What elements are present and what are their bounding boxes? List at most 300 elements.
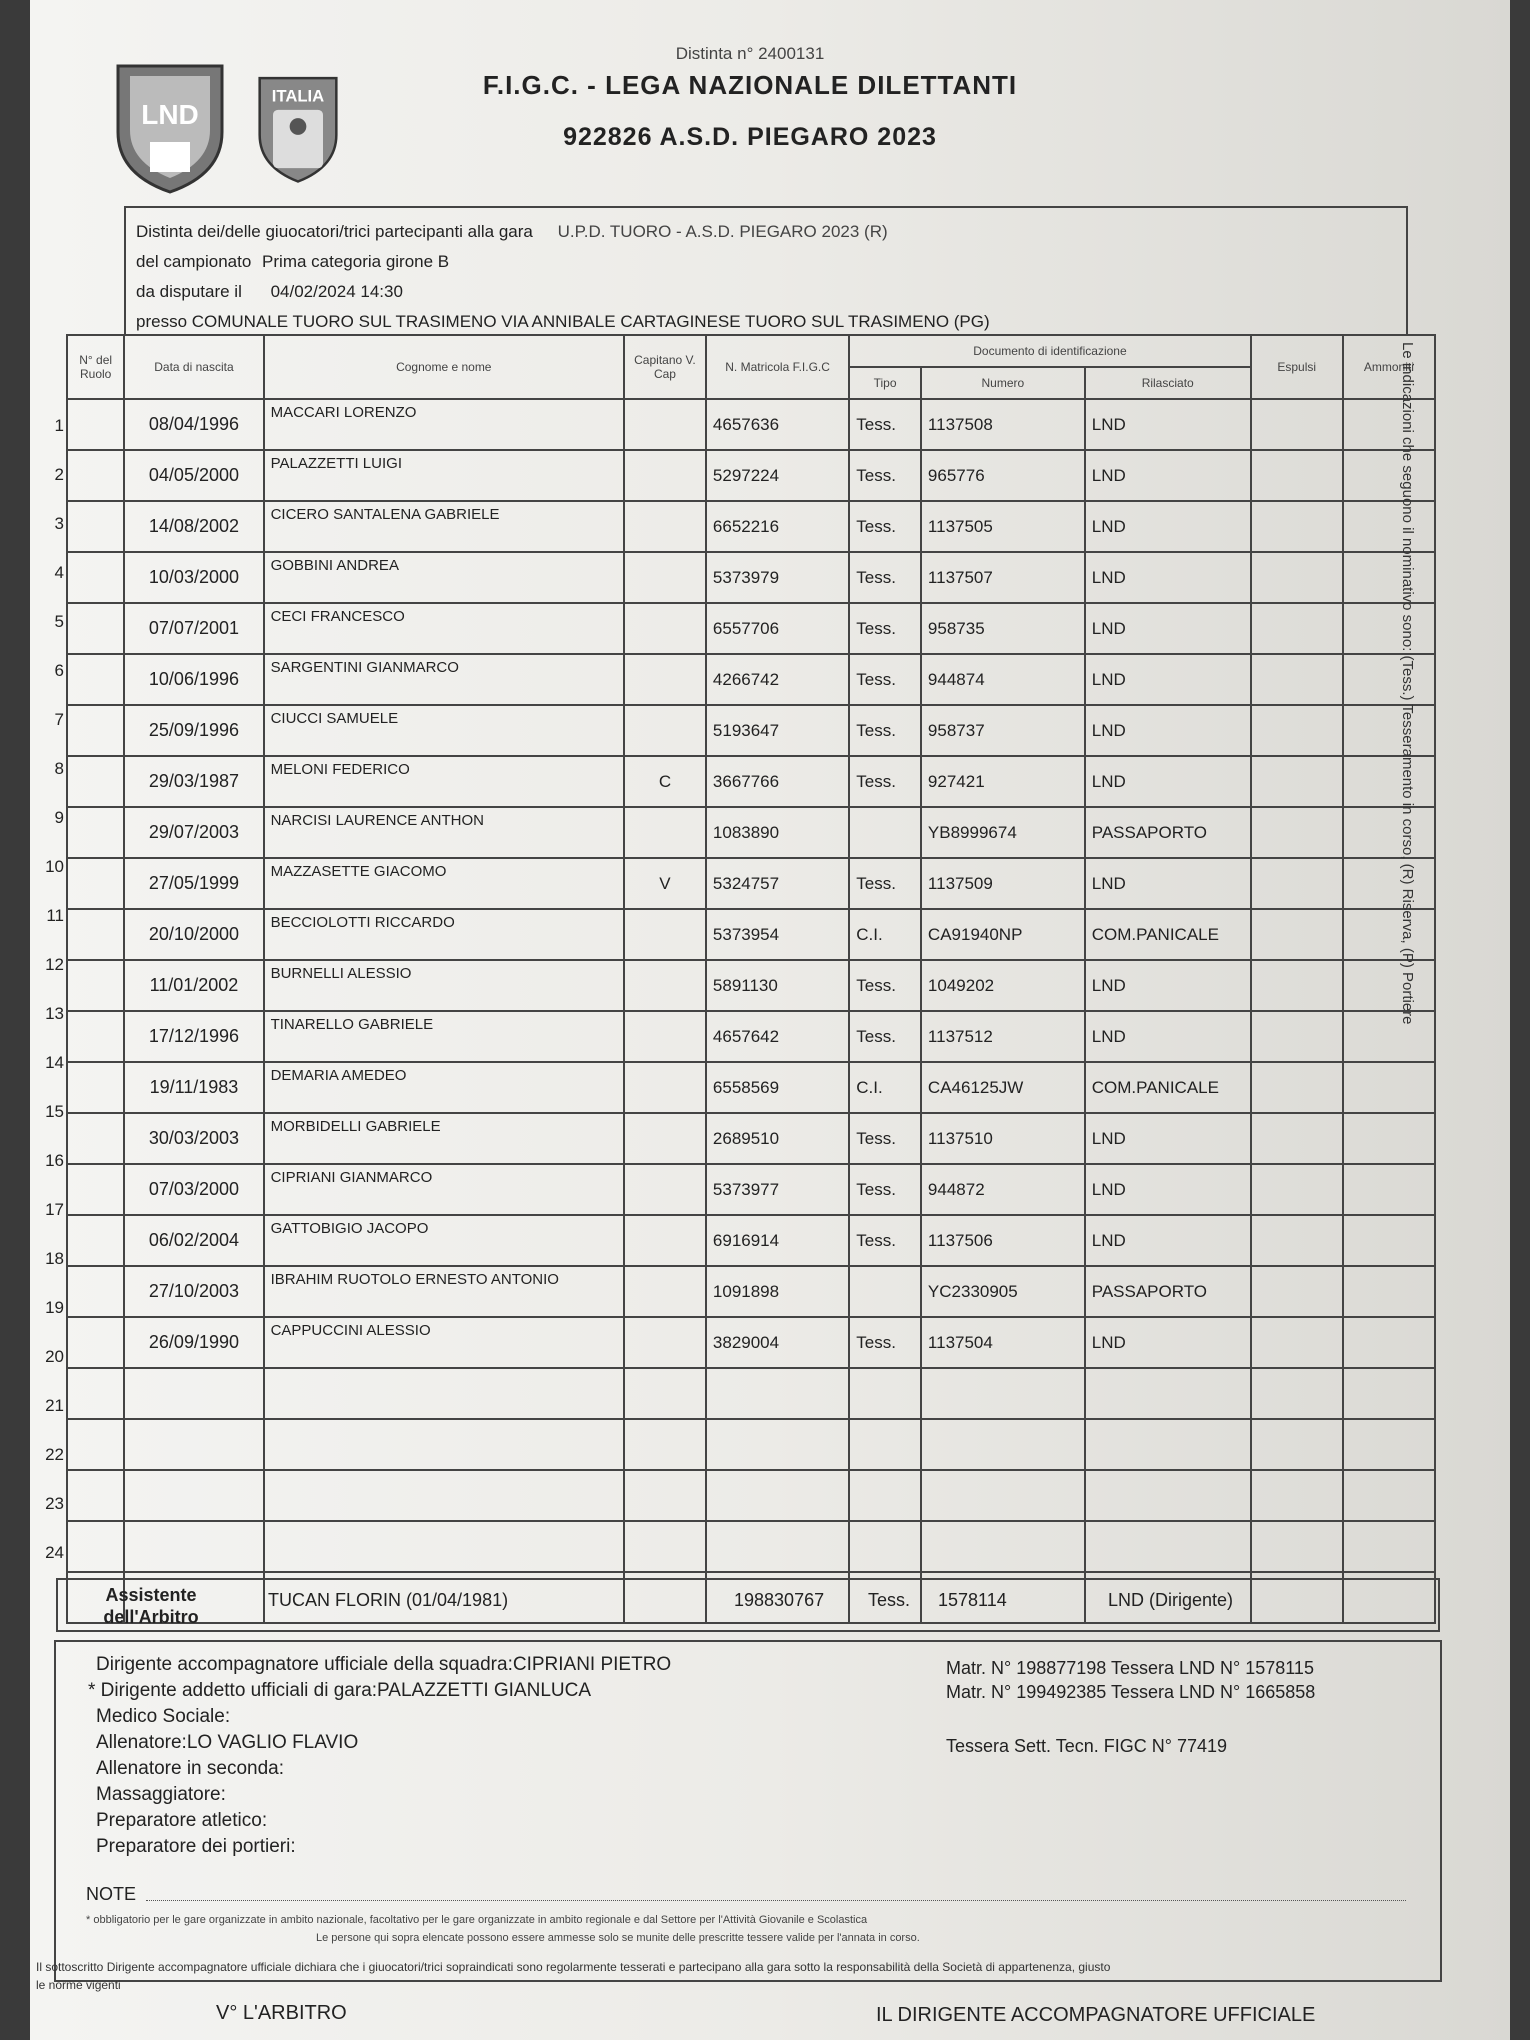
col-doc: Documento di identificazione [849, 335, 1250, 367]
row-number: 2 [54, 465, 64, 484]
cell-cap [624, 1266, 706, 1317]
row-number: 1 [54, 416, 64, 435]
col-nome: Cognome e nome [264, 335, 624, 399]
table-row [67, 1062, 1435, 1113]
assist-matr: 198830767 [734, 1590, 825, 1610]
cell-ril: PASSAPORTO [1085, 807, 1251, 858]
cell-date [124, 1419, 263, 1470]
cell-date: 29/03/1987 [124, 756, 263, 807]
cell-matr: 4657636 [706, 399, 849, 450]
assist-name: TUCAN FLORIN (01/04/1981) [268, 1590, 509, 1610]
table-row [67, 960, 1435, 1011]
cell-cap [624, 1521, 706, 1572]
table-header [67, 335, 1435, 367]
cell-matr: 5373977 [706, 1164, 849, 1215]
assist-num: 1578114 [938, 1590, 1007, 1610]
table-row [67, 1164, 1435, 1215]
cell-ruolo [67, 399, 124, 450]
table-row [67, 450, 1435, 501]
cell-num: 1137507 [921, 552, 1085, 603]
cell-num [921, 1470, 1085, 1521]
staff-dirigente: Dirigente accompagnatore ufficiale della squadra:CIPRIANI PIETRO [96, 1654, 672, 1675]
table-row [67, 858, 1435, 909]
cell-ruolo [67, 450, 124, 501]
col-ammoniti: Ammoniti [1343, 335, 1435, 399]
table-row [67, 552, 1435, 603]
cell-ril [1085, 1521, 1251, 1572]
cell-matr: 6652216 [706, 501, 849, 552]
col-ruolo: N° del Ruolo [67, 335, 124, 399]
cell-name: GATTOBIGIO JACOPO [264, 1215, 624, 1266]
cell-ril [1085, 1419, 1251, 1470]
cell-ammoniti [1343, 399, 1435, 450]
italia-logo-text: ITALIA [271, 86, 325, 106]
cell-ruolo [67, 1470, 124, 1521]
cell-cap [624, 1215, 706, 1266]
cell-ril: LND [1085, 450, 1251, 501]
cell-ril: LND [1085, 1317, 1251, 1368]
cell-cap [624, 1419, 706, 1470]
cell-date: 10/06/1996 [124, 654, 263, 705]
cell-tipo [849, 1266, 921, 1317]
cell-num: 927421 [921, 756, 1085, 807]
staff-atletico: Preparatore atletico: [96, 1810, 268, 1831]
cell-num: YB8999674 [921, 807, 1085, 858]
cell-tipo [849, 1470, 921, 1521]
distinta-number: Distinta n° 2400131 [675, 44, 825, 63]
cell-date: 11/01/2002 [124, 960, 263, 1011]
assistant-referee-row [56, 1578, 1440, 1632]
note-line [146, 1900, 1406, 1901]
cell-num [921, 1419, 1085, 1470]
cell-name [264, 1521, 624, 1572]
cell-name [264, 1419, 624, 1470]
cell-ammoniti [1343, 1266, 1435, 1317]
cell-ril: COM.PANICALE [1085, 1062, 1251, 1113]
col-tipo: Tipo [849, 367, 921, 399]
row-number: 16 [45, 1151, 64, 1170]
cell-tipo [849, 807, 921, 858]
row-number: 14 [45, 1053, 64, 1072]
table-row [67, 1470, 1435, 1521]
cell-matr: 3667766 [706, 756, 849, 807]
logos [110, 62, 348, 196]
cell-num: 1137504 [921, 1317, 1085, 1368]
cell-cap [624, 552, 706, 603]
cell-ammoniti [1343, 450, 1435, 501]
cell-ruolo [67, 654, 124, 705]
cell-ruolo [67, 1419, 124, 1470]
col-nascita: Data di nascita [124, 335, 263, 399]
cell-matr: 1091898 [706, 1266, 849, 1317]
cell-date: 08/04/1996 [124, 399, 263, 450]
cell-name: PALAZZETTI LUIGI [264, 450, 624, 501]
table-row [67, 1011, 1435, 1062]
cell-tipo: Tess. [849, 654, 921, 705]
referee-signature-label: V° L'ARBITRO [216, 2002, 347, 2024]
italia-logo [248, 62, 348, 196]
cell-ruolo [67, 1011, 124, 1062]
cell-ruolo [67, 1215, 124, 1266]
staff-massaggiatore: Massaggiatore: [96, 1784, 226, 1805]
cell-ruolo [67, 909, 124, 960]
cell-espulsi [1251, 552, 1343, 603]
cell-espulsi [1251, 1113, 1343, 1164]
cell-date: 14/08/2002 [124, 501, 263, 552]
row-number: 7 [54, 710, 64, 729]
cell-ammoniti [1343, 909, 1435, 960]
cell-name: CICERO SANTALENA GABRIELE [264, 501, 624, 552]
cell-num: 965776 [921, 450, 1085, 501]
cell-matr: 3829004 [706, 1317, 849, 1368]
cell-ammoniti [1343, 1521, 1435, 1572]
cell-ammoniti [1343, 705, 1435, 756]
cell-espulsi [1251, 1470, 1343, 1521]
cell-ammoniti [1343, 552, 1435, 603]
cell-ruolo [67, 858, 124, 909]
cell-ammoniti [1343, 807, 1435, 858]
table-row [67, 1419, 1435, 1470]
cell-espulsi [1251, 858, 1343, 909]
cell-cap [624, 909, 706, 960]
cell-espulsi [1251, 705, 1343, 756]
cell-num: YC2330905 [921, 1266, 1085, 1317]
cell-cap: C [624, 756, 706, 807]
cell-matr: 5373954 [706, 909, 849, 960]
cell-ruolo [67, 603, 124, 654]
cell-ruolo [67, 1266, 124, 1317]
col-rilascio: Rilasciato [1085, 367, 1251, 399]
cell-ruolo [67, 1113, 124, 1164]
info-line-1: Distinta dei/delle giuocatori/trici partecipanti alla gara U.P.D. TUORO - A.S.D. PIEGARO 2023 (R) [136, 222, 888, 241]
cell-ruolo [67, 552, 124, 603]
cell-date: 07/07/2001 [124, 603, 263, 654]
cell-tipo: Tess. [849, 450, 921, 501]
cell-espulsi [1251, 1419, 1343, 1470]
cell-num: CA46125JW [921, 1062, 1085, 1113]
cell-ammoniti [1343, 603, 1435, 654]
declaration-1: Il sottoscritto Dirigente accompagnatore ufficiale dichiara che i giuocatori/trici sopraindicati sono regolarmente tesserati e partecipano alla gara sotto la responsabilità della Società di appartenenza, giusto [36, 1960, 1111, 1974]
cell-ruolo [67, 1521, 124, 1572]
info-line-2: del campionato Prima categoria girone B [136, 252, 450, 271]
cell-matr: 5193647 [706, 705, 849, 756]
row-number: 21 [45, 1396, 64, 1415]
cell-ril: LND [1085, 654, 1251, 705]
cell-name: CAPPUCCINI ALESSIO [264, 1317, 624, 1368]
cell-cap: V [624, 858, 706, 909]
staff-matr-2: Matr. N° 199492385 Tessera LND N° 1665858 [946, 1682, 1316, 1702]
cell-matr: 5891130 [706, 960, 849, 1011]
assist-ril: LND (Dirigente) [1108, 1590, 1234, 1610]
col-cap: Capitano V. Cap [624, 335, 706, 399]
cell-date: 25/09/1996 [124, 705, 263, 756]
row-number: 20 [45, 1347, 64, 1366]
cell-tipo: Tess. [849, 705, 921, 756]
cell-name: TINARELLO GABRIELE [264, 1011, 624, 1062]
cell-name: GOBBINI ANDREA [264, 552, 624, 603]
cell-name: MELONI FEDERICO [264, 756, 624, 807]
col-matr: N. Matricola F.I.G.C [706, 335, 849, 399]
cell-ril: PASSAPORTO [1085, 1266, 1251, 1317]
championship: Prima categoria girone B [262, 252, 450, 271]
cell-espulsi [1251, 603, 1343, 654]
cell-cap [624, 1317, 706, 1368]
cell-date: 19/11/1983 [124, 1062, 263, 1113]
cell-cap [624, 705, 706, 756]
cell-tipo [849, 1368, 921, 1419]
lnd-logo [110, 62, 230, 196]
row-number: 12 [45, 955, 64, 974]
cell-ril: COM.PANICALE [1085, 909, 1251, 960]
table-row [67, 705, 1435, 756]
club-title: 922826 A.S.D. PIEGARO 2023 [563, 123, 937, 151]
cell-matr: 2689510 [706, 1113, 849, 1164]
note-label: NOTE [86, 1884, 137, 1904]
row-number: 6 [54, 661, 64, 680]
match-name: U.P.D. TUORO - A.S.D. PIEGARO 2023 (R) [557, 222, 888, 241]
cell-tipo: Tess. [849, 1011, 921, 1062]
cell-cap [624, 1062, 706, 1113]
cell-tipo: Tess. [849, 858, 921, 909]
cell-matr [706, 1470, 849, 1521]
cell-cap [624, 1164, 706, 1215]
cell-tipo: Tess. [849, 399, 921, 450]
row-number: 17 [45, 1200, 64, 1219]
cell-tipo: Tess. [849, 1317, 921, 1368]
row-number: 5 [54, 612, 64, 631]
cell-num: 944874 [921, 654, 1085, 705]
cell-num: 958735 [921, 603, 1085, 654]
cell-date: 06/02/2004 [124, 1215, 263, 1266]
cell-ruolo [67, 807, 124, 858]
row-number: 18 [45, 1249, 64, 1268]
cell-matr: 5324757 [706, 858, 849, 909]
cell-espulsi [1251, 450, 1343, 501]
cell-ril [1085, 1470, 1251, 1521]
info-line-3: da disputare il 04/02/2024 14:30 [136, 282, 403, 301]
footnote-1: * obbligatorio per le gare organizzate in ambito nazionale, facoltativo per le gare organizzate in ambito regionale e dal Settore per l'Attività Giovanile e Scolastica [86, 1914, 868, 1926]
cell-cap [624, 1011, 706, 1062]
cell-tipo: C.I. [849, 909, 921, 960]
cell-ammoniti [1343, 654, 1435, 705]
cell-ril: LND [1085, 756, 1251, 807]
col-numero: Numero [921, 367, 1085, 399]
info-line-4: presso COMUNALE TUORO SUL TRASIMENO VIA ANNIBALE CARTAGINESE TUORO SUL TRASIMENO (PG) [136, 312, 990, 331]
manager-signature-label: IL DIRIGENTE ACCOMPAGNATORE UFFICIALE [876, 2004, 1316, 2026]
cell-cap [624, 450, 706, 501]
cell-ammoniti [1343, 1164, 1435, 1215]
cell-ammoniti [1343, 1317, 1435, 1368]
cell-ril: LND [1085, 705, 1251, 756]
cell-ruolo [67, 960, 124, 1011]
cell-date: 30/03/2003 [124, 1113, 263, 1164]
cell-ril: LND [1085, 960, 1251, 1011]
table-row [67, 603, 1435, 654]
staff-matr-1: Matr. N° 198877198 Tessera LND N° 1578115 [946, 1658, 1314, 1678]
cell-name: MAZZASETTE GIACOMO [264, 858, 624, 909]
row-number: 15 [45, 1102, 64, 1121]
cell-espulsi [1251, 1062, 1343, 1113]
cell-cap [624, 1113, 706, 1164]
cell-ruolo [67, 1317, 124, 1368]
cell-name: BURNELLI ALESSIO [264, 960, 624, 1011]
row-number: 23 [45, 1494, 64, 1513]
table-row [67, 807, 1435, 858]
cell-date: 20/10/2000 [124, 909, 263, 960]
staff-addetto: * Dirigente addetto ufficiali di gara:PALAZZETTI GIANLUCA [88, 1680, 592, 1701]
row-number: 22 [45, 1445, 64, 1464]
cell-tipo: Tess. [849, 1164, 921, 1215]
cell-ammoniti [1343, 1113, 1435, 1164]
side-legend: Le indicazioni che seguono il nominativo sono: (Tess.) Tesseramento in corso, (R) Riserva, (P) Portiere [1399, 342, 1416, 1025]
cell-name: IBRAHIM RUOTOLO ERNESTO ANTONIO [264, 1266, 624, 1317]
cell-espulsi [1251, 1317, 1343, 1368]
row-number: 8 [54, 759, 64, 778]
cell-espulsi [1251, 909, 1343, 960]
cell-name: BECCIOLOTTI RICCARDO [264, 909, 624, 960]
cell-num: 944872 [921, 1164, 1085, 1215]
cell-ammoniti [1343, 1470, 1435, 1521]
row-number: 9 [54, 808, 64, 827]
cell-espulsi [1251, 1215, 1343, 1266]
cell-name: CIUCCI SAMUELE [264, 705, 624, 756]
cell-ril: LND [1085, 1215, 1251, 1266]
cell-date: 27/10/2003 [124, 1266, 263, 1317]
cell-espulsi [1251, 1266, 1343, 1317]
cell-ammoniti [1343, 1368, 1435, 1419]
cell-date [124, 1521, 263, 1572]
cell-date [124, 1368, 263, 1419]
cell-tipo [849, 1419, 921, 1470]
cell-ril: LND [1085, 552, 1251, 603]
table-row [67, 1368, 1435, 1419]
table-row [67, 501, 1435, 552]
cell-matr: 6558569 [706, 1062, 849, 1113]
cell-ammoniti [1343, 960, 1435, 1011]
cell-espulsi [1251, 1164, 1343, 1215]
cell-ril: LND [1085, 603, 1251, 654]
footnote-2: Le persone qui sopra elencate possono essere ammesse solo se munite delle prescritte tessere valide per l'annata in corso. [316, 1932, 920, 1944]
staff-portieri: Preparatore dei portieri: [96, 1836, 296, 1857]
cell-matr: 4657642 [706, 1011, 849, 1062]
cell-tipo: Tess. [849, 1113, 921, 1164]
cell-ammoniti [1343, 1011, 1435, 1062]
cell-num: 1137509 [921, 858, 1085, 909]
cell-espulsi [1251, 1011, 1343, 1062]
cell-name: CECI FRANCESCO [264, 603, 624, 654]
table-row [67, 1317, 1435, 1368]
declaration-2: le norme vigenti [36, 1978, 121, 1992]
table-row [67, 1266, 1435, 1317]
cell-date: 10/03/2000 [124, 552, 263, 603]
table-row [67, 1521, 1435, 1572]
cell-ril: LND [1085, 1113, 1251, 1164]
cell-name: CIPRIANI GIANMARCO [264, 1164, 624, 1215]
cell-ruolo [67, 1062, 124, 1113]
cell-date [124, 1470, 263, 1521]
assist-tipo: Tess. [868, 1590, 911, 1610]
cell-ril: LND [1085, 858, 1251, 909]
row-number: 11 [46, 906, 64, 925]
cell-name [264, 1470, 624, 1521]
cell-tipo: C.I. [849, 1062, 921, 1113]
match-info-box [124, 206, 1408, 336]
cell-num [921, 1368, 1085, 1419]
cell-matr: 5373979 [706, 552, 849, 603]
cell-ammoniti [1343, 858, 1435, 909]
cell-matr: 5297224 [706, 450, 849, 501]
cell-tipo: Tess. [849, 603, 921, 654]
cell-date: 04/05/2000 [124, 450, 263, 501]
row-number: 10 [45, 857, 64, 876]
cell-matr: 1083890 [706, 807, 849, 858]
cell-num [921, 1521, 1085, 1572]
cell-tipo: Tess. [849, 552, 921, 603]
cell-espulsi [1251, 960, 1343, 1011]
cell-matr [706, 1368, 849, 1419]
cell-name: MACCARI LORENZO [264, 399, 624, 450]
staff-allenatore2: Allenatore in seconda: [96, 1758, 285, 1779]
cell-matr [706, 1521, 849, 1572]
assist-label: Assistente dell'Arbitro [103, 1585, 199, 1627]
cell-ril [1085, 1368, 1251, 1419]
org-title: F.I.G.C. - LEGA NAZIONALE DILETTANTI [482, 70, 1018, 100]
cell-espulsi [1251, 501, 1343, 552]
staff-tessera: Tessera Sett. Tecn. FIGC N° 77419 [946, 1736, 1227, 1756]
match-date: 04/02/2024 14:30 [270, 282, 403, 301]
cell-espulsi [1251, 807, 1343, 858]
cell-ammoniti [1343, 1062, 1435, 1113]
cell-ruolo [67, 1164, 124, 1215]
cell-ruolo [67, 501, 124, 552]
cell-ammoniti [1343, 756, 1435, 807]
cell-tipo: Tess. [849, 960, 921, 1011]
cell-num: 1137506 [921, 1215, 1085, 1266]
cell-ruolo [67, 705, 124, 756]
cell-ril: LND [1085, 501, 1251, 552]
row-number: 4 [54, 563, 64, 582]
table-row [67, 756, 1435, 807]
cell-matr: 4266742 [706, 654, 849, 705]
cell-ammoniti [1343, 1215, 1435, 1266]
cell-espulsi [1251, 1368, 1343, 1419]
staff-medico: Medico Sociale: [96, 1706, 231, 1727]
lnd-logo-text: LND [141, 99, 199, 130]
cell-num: 1137508 [921, 399, 1085, 450]
cell-cap [624, 501, 706, 552]
cell-cap [624, 603, 706, 654]
cell-matr [706, 1419, 849, 1470]
cell-num: 1049202 [921, 960, 1085, 1011]
cell-espulsi [1251, 756, 1343, 807]
cell-date: 26/09/1990 [124, 1317, 263, 1368]
cell-date: 07/03/2000 [124, 1164, 263, 1215]
table-row [67, 1215, 1435, 1266]
cell-date: 27/05/1999 [124, 858, 263, 909]
cell-num: CA91940NP [921, 909, 1085, 960]
cell-ruolo [67, 756, 124, 807]
row-number: 3 [54, 514, 64, 533]
cell-num: 958737 [921, 705, 1085, 756]
cell-num: 1137510 [921, 1113, 1085, 1164]
cell-espulsi [1251, 399, 1343, 450]
row-number: 13 [45, 1004, 64, 1023]
cell-num: 1137512 [921, 1011, 1085, 1062]
cell-ril: LND [1085, 399, 1251, 450]
staff-allenatore: Allenatore:LO VAGLIO FLAVIO [96, 1732, 359, 1753]
cell-name: DEMARIA AMEDEO [264, 1062, 624, 1113]
cell-date: 29/07/2003 [124, 807, 263, 858]
